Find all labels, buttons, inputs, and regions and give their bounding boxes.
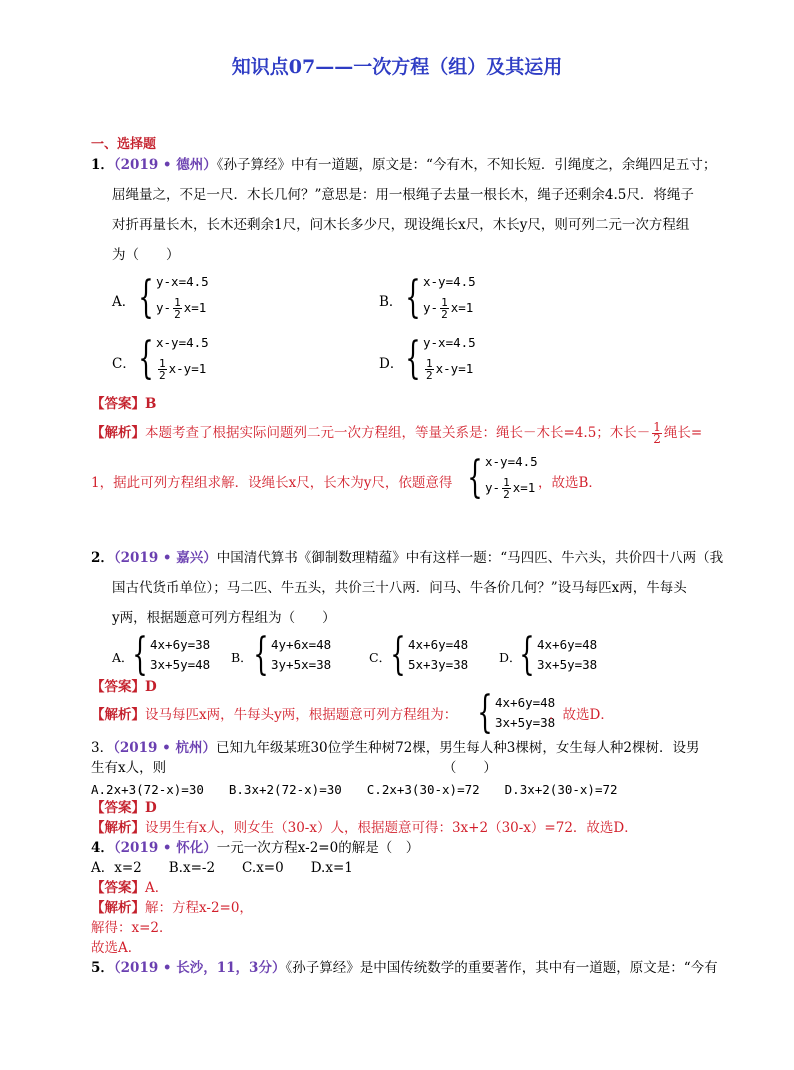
q1-explanation-end: ，故选B． (538, 475, 602, 491)
q2-answer: 【答案】D (91, 679, 157, 695)
q2-option-d-system: { 4x+6y=48 3x+5y=38 (519, 629, 598, 680)
q4-options: A．x=2 B.x=-2 C.x=0 D.x=1 (91, 860, 353, 876)
q3-answer: 【答案】D (91, 800, 157, 816)
q1-option-c-system: { x-y=4.5 $\frac{1}{2}$ x-y=1 (138, 333, 209, 384)
q3-line2: 生有x人，则 （ ） (91, 760, 497, 776)
q2-line1: 2．（2019 • 嘉兴）中国清代算书《御制数理精蕴》中有这样一题：“马四匹、牛六头，共价四十八两（我 (91, 550, 724, 566)
q1-line2: 屈绳量之，不足一尺．木长几何？”意思是：用一根绳子去量一根长木，绳子还剩余4.5尺．将绳子 (112, 187, 694, 203)
q1-option-d-system: { y-x=4.5 $\frac{1}{2}$ x-y=1 (405, 333, 476, 384)
q4-explanation-line1: 【解析】解：方程x-2=0， (91, 900, 253, 916)
q1-line4: 为（ ） (112, 247, 180, 263)
q3-options: A.2x+3(72-x)=30 B.3x+2(72-x)=30 C.2x+3(30-x)=72 D.3x+2(30-x)=72 (91, 782, 618, 797)
q2-option-a-system: { 4x+6y=38 3x+5y=48 (132, 629, 211, 680)
q1-line3: 对折再量长木，长木还剩余1尺，问木长多少尺，现设绳长x尺，木长y尺，则可列二元一次方程组 (112, 217, 690, 233)
page-title: 知识点07——一次方程（组）及其运用 (231, 56, 563, 78)
section-heading: 一、选择题 (91, 137, 157, 152)
q2-option-b-label: B． (231, 650, 253, 665)
q3-line1: 3．（2019 • 杭州）已知九年级某班30位学生种树72棵，男生每人种3棵树，女生每人种2棵树．设男 (91, 740, 700, 756)
q1-explanation-line2: 1，据此可列方程组求解．设绳长x尺，长木为y尺，依题意得 (91, 475, 453, 491)
q1-explanation-system: { x-y=4.5 y- $\frac{1}{2}$ x=1 (467, 452, 538, 503)
q1-option-d-label: D． (379, 356, 404, 372)
q2-option-c-label: C． (369, 650, 392, 665)
q1-explanation-line1: 【解析】本题考查了根据实际问题列二元一次方程组，等量关系是：绳长－木长=4.5；木长－ $\frac{1}{2}$ 绳长= (91, 420, 703, 446)
q2-option-c-system: { 4x+6y=48 5x+3y=38 (390, 629, 469, 680)
q4-line1: 4．（2019 • 怀化）一元一次方程x-2=0的解是（ ） (91, 840, 420, 856)
q2-explanation: 【解析】设马每匹x两，牛每头y两，根据题意可列方程组为： (91, 707, 458, 723)
q2-option-b-system: { 4y+6x=48 3y+5x=38 (253, 629, 332, 680)
q1-option-a-label: A． (112, 294, 136, 310)
q4-explanation-line3: 故选A． (91, 940, 142, 956)
q1-line1: 1．（2019 • 德州）《孙子算经》中有一道题，原文是：“今有木，不知长短．引绳度之，余绳四足五寸； (91, 157, 717, 173)
q3-explanation: 【解析】设男生有x人，则女生（30-x）人，根据题意可得：3x+2（30-x）=72．故选D． (91, 820, 638, 836)
q1-option-a-system: { y-x=4.5 y- $\frac{1}{2}$ x=1 (138, 272, 209, 323)
q2-line2: 国古代货币单位）；马二匹、牛五头，共价三十八两．问马、牛各价几何？”设马每匹x两，牛每头 (112, 580, 687, 596)
q1-answer: 【答案】B (91, 396, 157, 412)
q2-explanation-system: { 4x+6y=48 3x+5y=38 (477, 687, 556, 738)
q2-line3: y两，根据题意可列方程组为（ ） (112, 610, 336, 626)
q2-explanation-end: ．故选D． (549, 707, 614, 723)
q4-answer: 【答案】A． (91, 880, 169, 896)
q2-option-d-label: D． (499, 650, 522, 665)
q4-explanation-line2: 解得：x=2． (91, 920, 173, 936)
q1-option-c-label: C． (112, 356, 136, 372)
q1-option-b-label: B． (379, 294, 403, 310)
q1-option-b-system: { x-y=4.5 y- $\frac{1}{2}$ x=1 (405, 272, 476, 323)
q2-option-a-label: A． (112, 650, 134, 665)
q5-line1: 5．（2019 • 长沙，11，3分）《孙子算经》是中国传统数学的重要著作，其中有一道题，原文是：“今有 (91, 960, 718, 976)
